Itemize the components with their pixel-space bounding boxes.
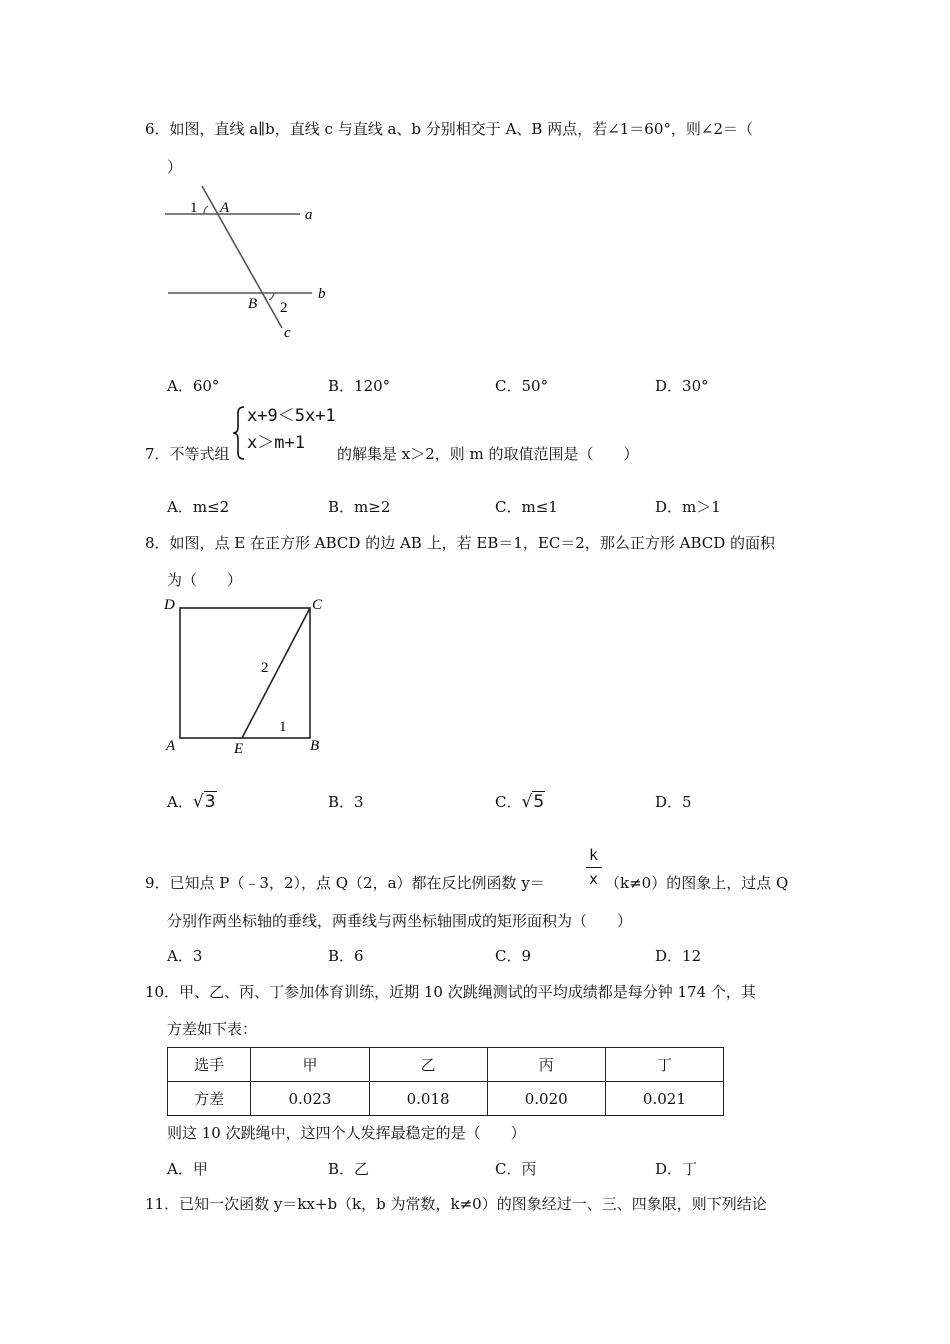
label-d: D (164, 597, 175, 613)
label-c: C (312, 597, 323, 613)
table-cell: 0.018 (369, 1082, 487, 1116)
q8-option-a-radicand: 3 (204, 792, 216, 812)
q6-stem-line1: 6．如图，直线 a∥b，直线 c 与直线 a、b 分别相交于 A、B 两点，若∠1＝60°，则∠2＝（ (145, 120, 754, 138)
label-e: E (234, 741, 244, 757)
segment-ec (242, 608, 310, 738)
table-header-cell: 甲 (251, 1048, 369, 1082)
q8-option-a (167, 791, 217, 812)
q10-stem-line1: 10．甲、乙、丙、丁参加体育训练，近期 10 次跳绳测试的平均成绩都是每分钟 174 个，其 (145, 983, 756, 1001)
q8-option-a-prefix: A． (167, 793, 193, 811)
label-angle-2: 2 (280, 300, 288, 316)
q10-option-d: D．丁 (655, 1160, 698, 1178)
q8-option-c-radicand: 5 (533, 792, 545, 812)
q6-option-b: B．120° (328, 377, 391, 395)
q8-figure (160, 592, 340, 762)
q9-option-c: C．9 (495, 947, 532, 965)
label-ec-length: 2 (261, 660, 269, 676)
q6-figure (160, 183, 340, 343)
q8-option-c (495, 791, 545, 812)
q7-prefix: 7．不等式组 (145, 445, 230, 463)
table-cell: 0.021 (605, 1082, 723, 1116)
q7-suffix: 的解集是 x＞2，则 m 的取值范围是（ ） (337, 445, 639, 463)
line-c (202, 186, 282, 328)
brace-icon (232, 405, 246, 461)
table-cell: 方差 (168, 1082, 251, 1116)
q9-stem-part-a: 9．已知点 P（﹣3，2），点 Q（2，a）都在反比例函数 y＝ (145, 874, 545, 892)
q9-option-a: A．3 (167, 947, 203, 965)
q7-system-line2: x＞m+1 (247, 433, 305, 453)
angle-1-arc (204, 206, 208, 214)
label-point-a: A (220, 200, 230, 216)
q8-option-d-value: 5 (682, 793, 692, 811)
label-point-b: B (248, 296, 258, 312)
label-line-a: a (305, 207, 313, 223)
q10-stem-line3: 则这 10 次跳绳中，这四个人发挥最稳定的是（ ） (167, 1124, 526, 1142)
q7-option-a: A．m≤2 (167, 498, 230, 516)
q6-option-c: C．50° (495, 377, 549, 395)
table-header-cell: 丁 (605, 1048, 723, 1082)
q7-system-line1: x+9＜5x+1 (247, 406, 336, 426)
q8-option-d (655, 791, 692, 812)
q9-stem-part-b: （k≠0）的图象上，过点 Q (605, 874, 789, 892)
q8-option-b-value: 3 (354, 793, 364, 811)
q10-option-b: B．乙 (328, 1160, 370, 1178)
label-a: A (166, 738, 176, 754)
q8-option-b (328, 791, 364, 812)
table-cell: 0.023 (251, 1082, 369, 1116)
q9-fraction-bar (586, 867, 602, 868)
q8-option-b-prefix: B． (328, 793, 355, 811)
q11-stem-line1: 11．已知一次函数 y＝kx+b（k，b 为常数，k≠0）的图象经过一、三、四象限，则下列结论 (145, 1195, 767, 1213)
q8-stem-line1: 8．如图，点 E 在正方形 ABCD 的边 AB 上，若 EB＝1，EC＝2，那么正方形 ABCD 的面积 (145, 534, 776, 552)
q8-option-d-prefix: D． (655, 793, 683, 811)
q8-option-c-prefix: C． (495, 793, 522, 811)
q7-option-d: D．m＞1 (655, 498, 721, 516)
q9-option-d: D．12 (655, 947, 702, 965)
q6-stem-line2: ） (167, 158, 183, 176)
variance-table (167, 1047, 724, 1116)
square-abcd (180, 608, 310, 738)
table-row (168, 1048, 724, 1082)
table-row (168, 1082, 724, 1116)
table-header-cell: 选手 (168, 1048, 251, 1082)
table-cell: 0.020 (487, 1082, 605, 1116)
q7-option-c: C．m≤1 (495, 498, 558, 516)
sqrt-icon: √ (192, 792, 204, 812)
q9-fraction-denominator: x (589, 870, 599, 888)
label-line-b: b (318, 286, 326, 302)
label-angle-1: 1 (190, 200, 198, 216)
sqrt-icon: √ (521, 792, 533, 812)
q9-stem-line2: 分别作两坐标轴的垂线，两垂线与两坐标轴围成的矩形面积为（ ） (167, 912, 633, 930)
label-eb-length: 1 (279, 719, 287, 735)
table-header-cell: 丙 (487, 1048, 605, 1082)
q6-option-a: A．60° (167, 377, 220, 395)
angle-2-arc (269, 293, 274, 300)
table-header-cell: 乙 (369, 1048, 487, 1082)
q10-stem-line2: 方差如下表： (167, 1020, 258, 1038)
q10-option-c: C．丙 (495, 1160, 537, 1178)
q9-fraction-numerator: k (589, 846, 599, 864)
q9-option-b: B．6 (328, 947, 364, 965)
label-line-c: c (284, 325, 291, 341)
q10-option-a: A．甲 (167, 1160, 208, 1178)
q6-option-d: D．30° (655, 377, 709, 395)
label-b: B (310, 738, 320, 754)
q8-stem-line2: 为（ ） (167, 571, 243, 589)
q7-option-b: B．m≥2 (328, 498, 391, 516)
